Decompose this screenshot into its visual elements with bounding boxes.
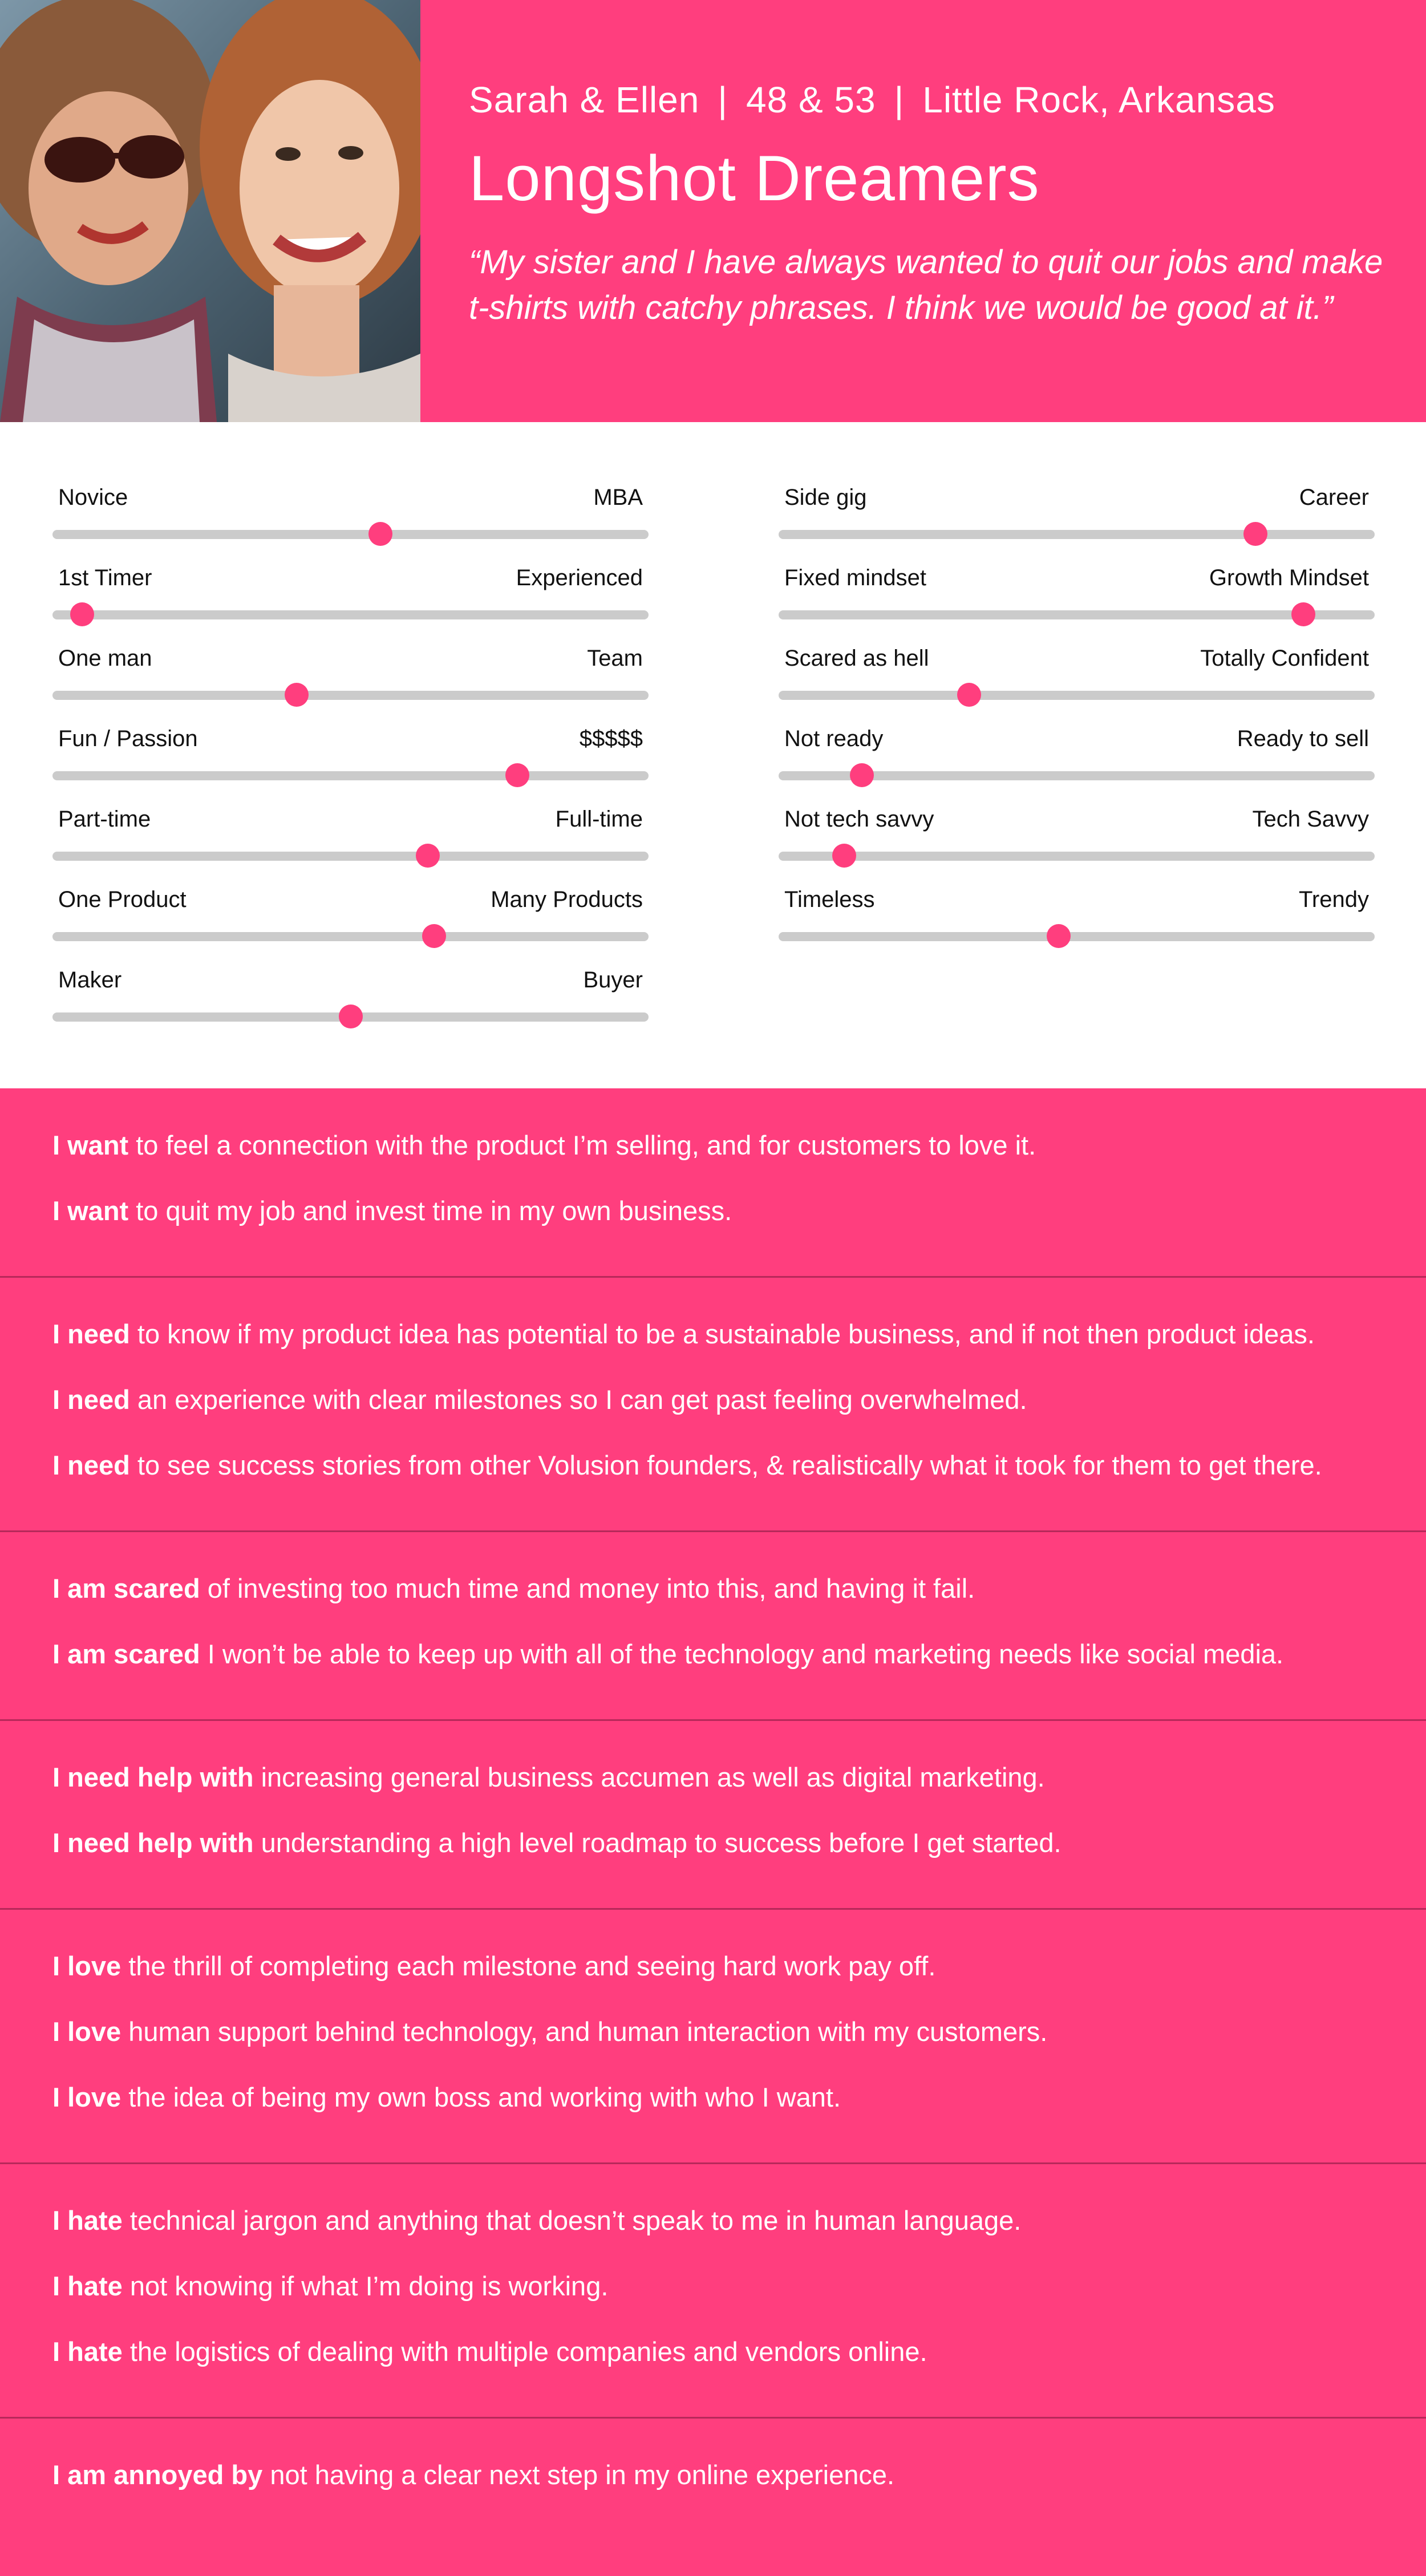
slider-thumb (505, 763, 529, 787)
slider-track (779, 691, 1375, 700)
trait-slider (52, 646, 649, 714)
statement-line (52, 2081, 841, 2113)
statement-text: not knowing if what I’m doing is working. (122, 2271, 609, 2301)
slider-thumb (368, 522, 392, 546)
slider-left-label: One man (58, 646, 152, 671)
persona-header (0, 0, 1426, 422)
slider-right-label: Team (587, 646, 643, 671)
statement-lead: I hate (52, 2336, 123, 2367)
statement-text: the idea of being my own boss and working with who I want. (121, 2082, 841, 2112)
statement-line (52, 1449, 1322, 1481)
statement-group (0, 2418, 1426, 2541)
statement-text: the thrill of completing each milestone and seeing hard work pay off. (121, 1951, 936, 1981)
statement-lead: I need help with (52, 1762, 254, 1792)
statement-line (52, 2270, 608, 2302)
statement-group (0, 1720, 1426, 1909)
slider-thumb (416, 844, 440, 868)
statement-lead: I hate (52, 2205, 123, 2235)
slider-thumb (70, 602, 94, 626)
slider-left-label: Not tech savvy (784, 807, 934, 832)
slider-left-label: Maker (58, 967, 122, 993)
slider-right-label: MBA (593, 485, 643, 510)
statement-text: I won’t be able to keep up with all of the technology and marketing needs like social media. (200, 1639, 1284, 1669)
trait-slider (52, 565, 649, 634)
slider-right-label: Trendy (1298, 887, 1369, 912)
slider-thumb (1047, 924, 1071, 948)
slider-left-label: Timeless (784, 887, 875, 912)
slider-thumb (1291, 602, 1315, 626)
slider-track (779, 932, 1375, 941)
slider-thumb (957, 683, 981, 707)
statement-group (0, 1277, 1426, 1532)
trait-sliders (0, 422, 1426, 1088)
statement-text: technical jargon and anything that doesn’t speak to me in human language. (122, 2205, 1022, 2235)
statement-lead: I need (52, 1319, 130, 1349)
slider-right-label: Totally Confident (1200, 646, 1369, 671)
slider-thumb (285, 683, 309, 707)
trait-slider (52, 887, 649, 955)
trait-slider (779, 565, 1375, 634)
persona-title: Longshot Dreamers (469, 143, 1040, 214)
persona-meta (469, 79, 1275, 121)
trait-slider (52, 967, 649, 1036)
slider-left-label: Side gig (784, 485, 867, 510)
slider-right-label: Ready to sell (1237, 726, 1369, 751)
statement-text: to quit my job and invest time in my own business. (128, 1196, 732, 1226)
statement-text: the logistics of dealing with multiple companies and vendors online. (122, 2336, 927, 2367)
slider-right-label: $$$$$ (579, 726, 643, 751)
trait-slider (52, 726, 649, 795)
statement-line (52, 1384, 1027, 1415)
meta-separator: | (718, 79, 728, 120)
statement-lead: I hate (52, 2271, 123, 2301)
slider-left-label: Fixed mindset (784, 565, 926, 590)
persona-photo-illustration (0, 0, 420, 422)
statement-group (0, 2164, 1426, 2418)
meta-separator: | (894, 79, 905, 120)
statement-text: an experience with clear milestones so I can get past feeling overwhelmed. (129, 1384, 1027, 1415)
slider-track (779, 852, 1375, 861)
slider-left-label: Part-time (58, 807, 151, 832)
statement-text: to feel a connection with the product I’m selling, and for customers to love it. (128, 1130, 1036, 1160)
slider-right-label: Buyer (583, 967, 643, 993)
statement-line (52, 1129, 1036, 1161)
slider-right-label: Many Products (491, 887, 643, 912)
slider-right-label: Experienced (516, 565, 643, 590)
slider-track (52, 530, 649, 539)
slider-left-label: Fun / Passion (58, 726, 198, 751)
slider-right-label: Career (1299, 485, 1369, 510)
statement-text: to see success stories from other Volusion founders, & realistically what it took for them to get there. (129, 1450, 1322, 1480)
slider-left-label: Scared as hell (784, 646, 929, 671)
slider-track (52, 610, 649, 619)
slider-left-label: Not ready (784, 726, 884, 751)
slider-thumb (850, 763, 874, 787)
slider-track (52, 691, 649, 700)
trait-slider (52, 485, 649, 553)
statement-lead: I need help with (52, 1828, 254, 1858)
statement-line (52, 1195, 732, 1226)
slider-track (52, 852, 649, 861)
statement-text: human support behind technology, and human interaction with my customers. (121, 2016, 1048, 2047)
statement-line (52, 1827, 1062, 1858)
statement-text: not having a clear next step in my online experience. (262, 2460, 895, 2490)
statement-text: of investing too much time and money into this, and having it fail. (200, 1573, 975, 1603)
statement-line (52, 2205, 1021, 2236)
statement-lead: I love (52, 1951, 121, 1981)
slider-thumb (1243, 522, 1267, 546)
trait-slider (779, 646, 1375, 714)
statement-line (52, 1638, 1283, 1670)
statement-line (52, 2016, 1047, 2047)
trait-slider (779, 726, 1375, 795)
trait-slider (52, 807, 649, 875)
statement-line (52, 2336, 927, 2367)
slider-track (779, 530, 1375, 539)
persona-ages: 48 & 53 (746, 79, 876, 120)
statement-group (0, 1909, 1426, 2164)
statement-group (0, 1532, 1426, 1720)
trait-slider (779, 485, 1375, 553)
slider-right-label: Growth Mindset (1209, 565, 1369, 590)
statement-line (52, 1318, 1315, 1350)
statement-line (52, 1573, 975, 1604)
slider-track (52, 932, 649, 941)
slider-left-label: Novice (58, 485, 128, 510)
statement-group (0, 1088, 1426, 1277)
statement-text: to know if my product idea has potential to be a sustainable business, and if not then product ideas. (129, 1319, 1315, 1349)
statement-lead: I am scared (52, 1573, 200, 1603)
statement-text: increasing general business accumen as well as digital marketing. (253, 1762, 1045, 1792)
slider-thumb (832, 844, 856, 868)
statement-lead: I love (52, 2082, 121, 2112)
statement-lead: I am annoyed by (52, 2460, 263, 2490)
persona-quote: “My sister and I have always wanted to quit our jobs and make t-shirts with catchy phrases. I think we would be good at it.” (469, 244, 1383, 326)
statement-text: understanding a high level roadmap to success before I get started. (253, 1828, 1062, 1858)
slider-track (779, 610, 1375, 619)
persona-names: Sarah & Ellen (469, 79, 700, 120)
statement-lead: I need (52, 1450, 130, 1480)
persona-statements (0, 1088, 1426, 2576)
slider-thumb (422, 924, 446, 948)
slider-thumb (339, 1005, 363, 1028)
statement-lead: I love (52, 2016, 121, 2047)
statement-lead: I need (52, 1384, 130, 1415)
statement-line (52, 1761, 1045, 1793)
trait-slider (779, 807, 1375, 875)
persona-photo (0, 0, 420, 422)
statement-lead: I am scared (52, 1639, 200, 1669)
statement-line (52, 1950, 935, 1982)
statement-line (52, 2459, 894, 2490)
trait-slider (779, 887, 1375, 955)
slider-right-label: Full-time (555, 807, 643, 832)
statement-lead: I want (52, 1196, 129, 1226)
persona-location: Little Rock, Arkansas (922, 79, 1275, 120)
slider-left-label: 1st Timer (58, 565, 152, 590)
slider-track (52, 771, 649, 780)
slider-left-label: One Product (58, 887, 187, 912)
statement-lead: I want (52, 1130, 129, 1160)
slider-right-label: Tech Savvy (1252, 807, 1369, 832)
